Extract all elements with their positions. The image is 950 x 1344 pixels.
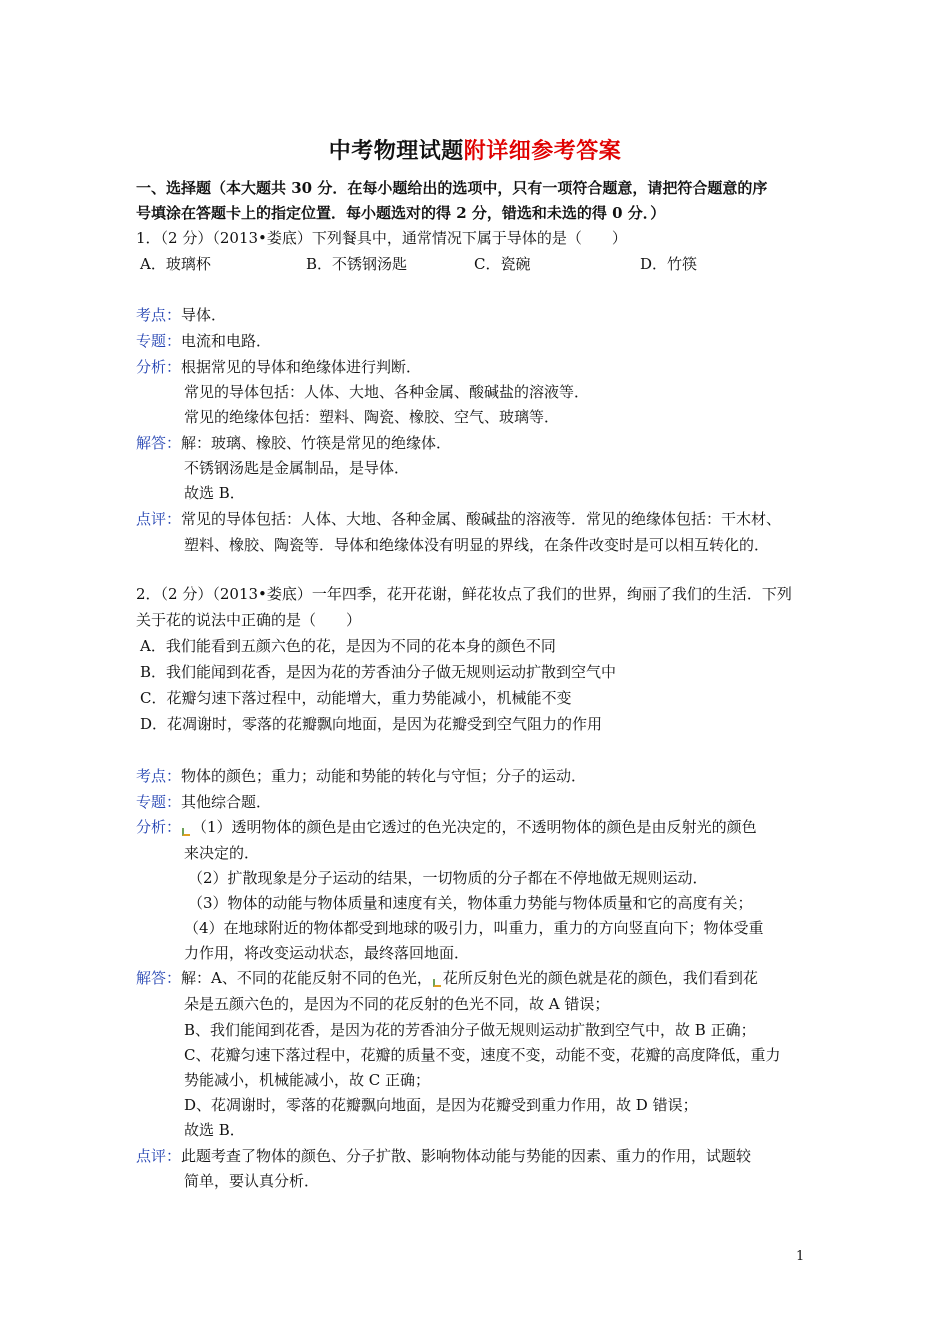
q2-kaodian — [136, 766, 816, 786]
fenxi-label: 分析： — [136, 818, 182, 836]
q2-jieda-line-5: 势能减小，机械能减小，故 C 正确； — [184, 1071, 431, 1089]
q2-option-b: B．我们能闻到花香，是因为花的芳香油分子做无规则运动扩散到空气中 — [140, 663, 617, 681]
q1-fenxi-line-3: 常见的绝缘体包括：塑料、陶瓷、橡胶、空气、玻璃等． — [184, 408, 560, 426]
q1-jieda-line-2: 不锈钢汤匙是金属制品，是导体． — [184, 459, 410, 477]
q2-jieda-line-4: C、花瓣匀速下落过程中，花瓣的质量不变，速度不变，动能不变，花瓣的高度降低，重力 — [184, 1046, 781, 1064]
q2-fenxi-line-3: （2）扩散现象是分子运动的结果，一切物质的分子都在不停地做无规则运动． — [188, 869, 708, 887]
q2-fenxi-line-1: （1）透明物体的颜色是由它透过的色光决定的，不透明物体的颜色是由反射光的颜色 — [192, 818, 757, 836]
q1-option-d: D．竹筷 — [640, 255, 698, 273]
q1-fenxi-line-2: 常见的导体包括：人体、大地、各种金属、酸碱盐的溶液等． — [184, 383, 590, 401]
q1-kaodian-text: 导体． — [181, 306, 227, 324]
q1-option-c: C．瓷碗 — [474, 255, 531, 273]
fenxi-label: 分析： — [136, 358, 182, 376]
jieda-label: 解答： — [136, 969, 182, 987]
q2-stem-line-1: 2．（2 分）（2013•娄底）一年四季，花开花谢，鲜花妆点了我们的世界，绚丽了我们的生活．下列 — [136, 585, 792, 603]
q2-option-a: A．我们能看到五颜六色的花，是因为不同的花本身的颜色不同 — [140, 637, 556, 655]
edit-mark-icon — [182, 828, 190, 836]
q1-jieda — [136, 433, 816, 453]
edit-mark-icon — [433, 979, 441, 987]
page-number: 1 — [796, 1249, 805, 1264]
q1-fenxi — [136, 357, 816, 377]
q1-dianping — [136, 509, 816, 529]
q2-fenxi-line-5: （4）在地球附近的物体都受到地球的吸引力，叫重力，重力的方向竖直向下；物体受重 — [184, 919, 764, 937]
q2-option-c: C．花瓣匀速下落过程中，动能增大，重力势能减小，机械能不变 — [140, 689, 572, 707]
page-title — [0, 134, 950, 165]
q1-dianping-line-2: 塑料、橡胶、陶瓷等．导体和绝缘体没有明显的界线，在条件改变时是可以相互转化的． — [184, 536, 770, 554]
q1-stem: 1．（2 分）（2013•娄底）下列餐具中，通常情况下属于导体的是（ ） — [136, 229, 627, 247]
q2-option-d: D．花凋谢时，零落的花瓣飘向地面，是因为花瓣受到空气阻力的作用 — [140, 715, 603, 733]
q2-jieda-line-1b: 花所反射色光的颜色就是花的颜色，我们看到花 — [442, 969, 758, 987]
q2-jieda — [136, 968, 816, 988]
q2-dianping-line-1: 此题考查了物体的颜色、分子扩散、影响物体动能与势能的因素、重力的作用，试题较 — [181, 1147, 752, 1165]
dianping-label: 点评： — [136, 1147, 182, 1165]
q2-jieda-line-6: D、花凋谢时，零落的花瓣飘向地面，是因为花瓣受到重力作用，故 D 错误； — [184, 1096, 698, 1114]
title-main: 中考物理试题 — [328, 138, 464, 164]
q2-jieda-line-2: 朵是五颜六色的，是因为不同的花反射的色光不同，故 A 错误； — [184, 995, 610, 1013]
q2-stem-line-2: 关于花的说法中正确的是（ ） — [136, 611, 362, 629]
dianping-label: 点评： — [136, 510, 182, 528]
section-heading-line-1: 一、选择题（本大题共 30 分．在每小题给出的选项中，只有一项符合题意，请把符合题意的序 — [136, 179, 768, 197]
q2-jieda-line-1a: 解：A、不同的花能反射不同的色光， — [181, 969, 432, 987]
jieda-label: 解答： — [136, 434, 182, 452]
zhuanti-label: 专题： — [136, 332, 182, 350]
zhuanti-label: 专题： — [136, 793, 182, 811]
q1-option-b: B．不锈钢汤匙 — [306, 255, 408, 273]
q2-zhuanti-text: 其他综合题． — [181, 793, 272, 811]
q2-fenxi-line-4: （3）物体的动能与物体质量和速度有关，物体重力势能与物体质量和它的高度有关； — [188, 894, 753, 912]
q1-zhuanti — [136, 331, 816, 351]
q2-fenxi — [136, 817, 816, 837]
q2-dianping — [136, 1146, 816, 1166]
q2-dianping-line-2: 简单，要认真分析． — [184, 1172, 320, 1190]
section-heading-line-2: 号填涂在答题卡上的指定位置．每小题选对的得 2 分，错选和未选的得 0 分．） — [136, 204, 666, 222]
title-highlight: 附详细参考答案 — [463, 138, 622, 164]
kaodian-label: 考点： — [136, 306, 182, 324]
q1-fenxi-line-1: 根据常见的导体和绝缘体进行判断． — [181, 358, 422, 376]
q1-zhuanti-text: 电流和电路． — [181, 332, 272, 350]
q1-jieda-line-3: 故选 B． — [184, 484, 245, 502]
q2-zhuanti — [136, 792, 816, 812]
q1-kaodian — [136, 305, 816, 325]
q1-option-a: A．玻璃杯 — [140, 255, 211, 273]
q1-jieda-line-1: 解：玻璃、橡胶、竹筷是常见的绝缘体． — [181, 434, 452, 452]
q2-fenxi-line-2: 来决定的． — [184, 844, 260, 862]
q2-jieda-line-3: B、我们能闻到花香，是因为花的芳香油分子做无规则运动扩散到空气中，故 B 正确； — [184, 1021, 756, 1039]
q2-jieda-line-7: 故选 B． — [184, 1121, 245, 1139]
q1-dianping-line-1: 常见的导体包括：人体、大地、各种金属、酸碱盐的溶液等．常见的绝缘体包括：干木材、 — [181, 510, 782, 528]
q2-fenxi-line-6: 力作用，将改变运动状态，最终落回地面． — [184, 944, 470, 962]
kaodian-label: 考点： — [136, 767, 182, 785]
q2-kaodian-text: 物体的颜色；重力；动能和势能的转化与守恒；分子的运动． — [181, 767, 587, 785]
